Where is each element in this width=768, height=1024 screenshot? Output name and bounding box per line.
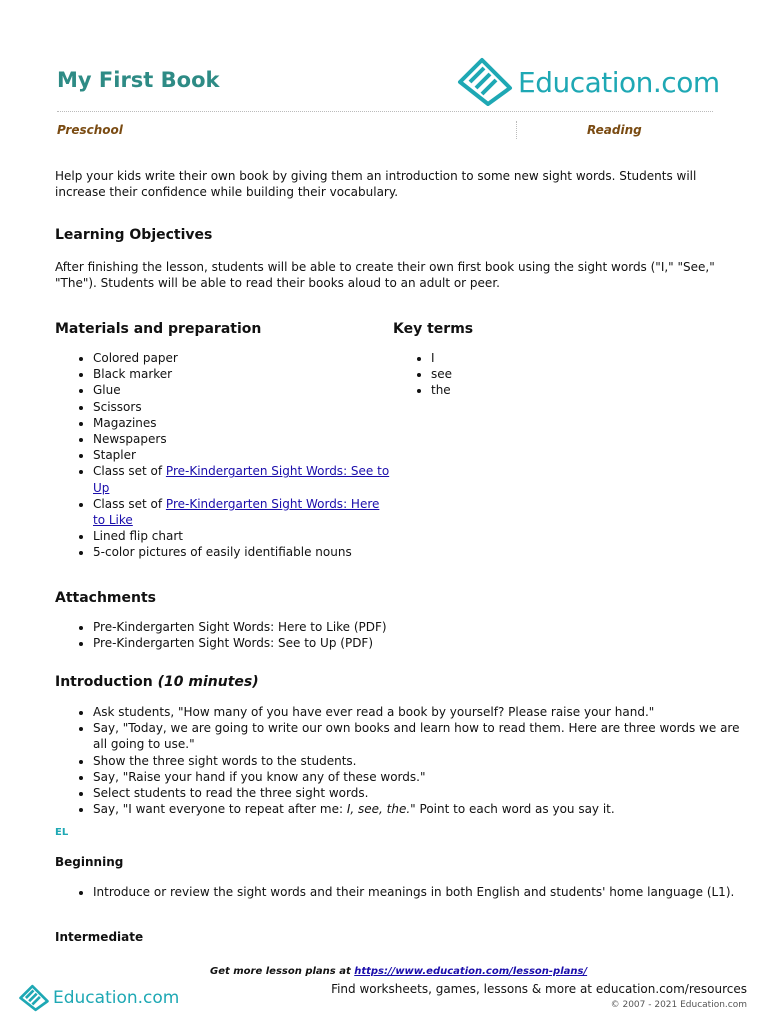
list-item: • Newspapers <box>93 431 393 447</box>
materials-heading: Materials and preparation <box>55 321 262 337</box>
meta-divider <box>516 121 517 139</box>
list-item: • Show the three sight words to the students. <box>93 753 743 769</box>
copyright: © 2007 - 2021 Education.com <box>610 1000 747 1010</box>
objectives-heading: Learning Objectives <box>55 227 213 243</box>
list-item: • Lined flip chart <box>93 528 393 544</box>
page-title: My First Book <box>57 68 220 92</box>
objectives-text: After finishing the lesson, students will be able to create their own first book using the sight words ("I," "See," "The"). Students will be able to read their books aloud to an adult or peer. <box>55 260 715 290</box>
list-item <box>93 496 393 528</box>
list-item: • 5-color pictures of easily identifiable nouns <box>93 544 393 560</box>
list-item: • Stapler <box>93 447 393 463</box>
footer-logo-icon <box>18 984 50 1012</box>
materials-list <box>55 350 393 561</box>
list-item: • Ask students, "How many of you have ever read a book by yourself? Please raise your hand." <box>93 704 743 720</box>
introduction-duration: (10 minutes) <box>157 674 259 690</box>
list-item: • Glue <box>93 382 393 398</box>
repeat-suffix: " Point to each word as you say it. <box>410 802 615 817</box>
education-logo[interactable] <box>456 56 720 108</box>
footer-promo <box>210 966 587 977</box>
el-label: EL <box>55 827 69 838</box>
list-item: • Say, "Raise your hand if you know any of these words." <box>93 769 743 785</box>
footer-logo-text: Education.com <box>53 988 180 1008</box>
beginning-list <box>55 884 743 900</box>
list-item: • see <box>431 366 731 382</box>
intermediate-heading: Intermediate <box>55 930 144 944</box>
sight-words-see-to-up-link[interactable]: Pre-Kindergarten Sight Words: See to Up <box>93 464 390 495</box>
list-item <box>93 463 393 495</box>
beginning-heading: Beginning <box>55 855 124 869</box>
promo-text: Get more lesson plans at <box>210 966 355 977</box>
list-item: • Magazines <box>93 415 393 431</box>
subject: Reading <box>587 123 642 137</box>
list-item: • Introduce or review the sight words and their meanings in both English and students' home language (L1). <box>93 884 743 900</box>
lesson-plans-link[interactable]: https://www.education.com/lesson-plans/ <box>354 966 588 977</box>
key-terms-list <box>393 350 731 399</box>
repeat-prefix: Say, "I want everyone to repeat after me: <box>93 802 347 817</box>
class-set-prefix: Class set of <box>93 464 166 479</box>
list-item: • Select students to read the three sight words. <box>93 785 743 801</box>
list-item: • Pre-Kindergarten Sight Words: Here to Like (PDF) <box>93 619 753 635</box>
intro-paragraph: Help your kids write their own book by giving them an introduction to some new sight words. Students will increase their confidence while building their vocabulary. <box>55 169 697 199</box>
list-item <box>93 801 743 817</box>
list-item: • Pre-Kindergarten Sight Words: See to Up (PDF) <box>93 635 753 651</box>
list-item: • Say, "Today, we are going to write our own books and learn how to read them. Here are three words we are all going to use." <box>93 720 743 752</box>
introduction-title: Introduction <box>55 674 153 690</box>
attachments-heading: Attachments <box>55 590 157 606</box>
list-item: • the <box>431 382 731 398</box>
logo-text: Education.com <box>518 65 720 99</box>
list-item: • Black marker <box>93 366 393 382</box>
introduction-heading <box>55 674 259 690</box>
list-item: • Scissors <box>93 399 393 415</box>
list-item: • I <box>431 350 731 366</box>
list-item: • Colored paper <box>93 350 393 366</box>
footer-logo[interactable] <box>18 984 179 1012</box>
grade-level: Preschool <box>57 123 123 137</box>
class-set-prefix: Class set of <box>93 496 166 511</box>
footer-resources-text: Find worksheets, games, lessons & more at education.com/resources <box>331 982 747 996</box>
repeat-words: I, see, the. <box>346 802 411 817</box>
sight-words-here-to-like-link[interactable]: Pre-Kindergarten Sight Words: Here to Like <box>93 496 380 528</box>
introduction-list <box>55 704 743 817</box>
education-logo-icon <box>456 56 514 108</box>
attachments-list <box>55 619 753 651</box>
key-terms-heading: Key terms <box>393 321 474 337</box>
header-divider <box>57 111 713 112</box>
